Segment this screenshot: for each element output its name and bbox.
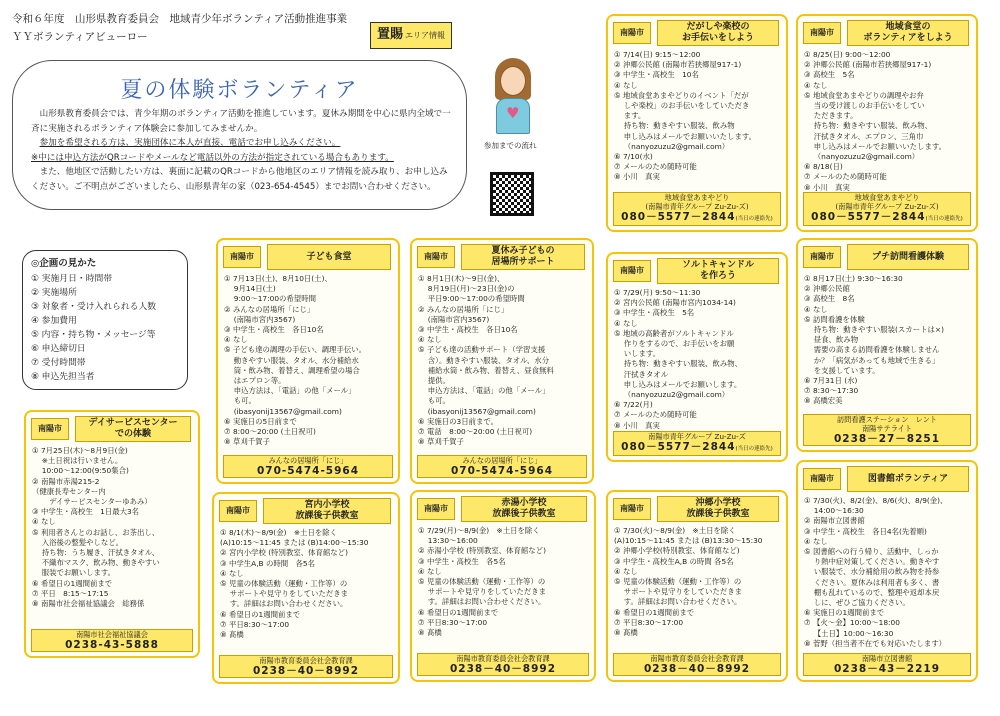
- card-title: 夏休み子どもの 居場所サポート: [461, 244, 585, 270]
- card-city: 南陽市: [803, 246, 841, 268]
- card-phone[interactable]: 070-5474-5964: [256, 465, 360, 477]
- howto-title: ◎企画の見かた: [31, 258, 97, 269]
- card-phone[interactable]: 080－5577－2844(当日の連絡先): [621, 441, 773, 453]
- area-label-box: [370, 22, 452, 49]
- heart-icon: ♥: [506, 104, 520, 122]
- activity-card-community-kitchen[interactable]: [796, 14, 978, 232]
- howto-box: [22, 250, 188, 390]
- card-phone[interactable]: 0238－40－8992: [643, 663, 751, 675]
- card-title: だがしや楽校の お手伝いをしよう: [657, 20, 779, 46]
- card-title: 図書館ボランティア: [847, 466, 969, 492]
- card-phone[interactable]: 0238－40－8992: [252, 665, 360, 677]
- area-sub-label: エリア情報: [405, 31, 446, 40]
- card-city: 南陽市: [417, 498, 455, 520]
- card-phone[interactable]: 0238－43－2219: [833, 663, 941, 675]
- activity-card-akayu-school[interactable]: [410, 490, 596, 682]
- activity-card-home-nursing[interactable]: [796, 238, 978, 452]
- howto-item: ③ 対象者・受け入れられる人数: [31, 302, 157, 312]
- howto-item: ② 実施場所: [31, 288, 77, 298]
- card-org: 南陽市教育委員会社会教育課: [456, 654, 550, 663]
- card-details: ① 7/14(日) 9:15～12:00 ② 沖郷公民館 (南陽市若狭郷屋917-1) ③ 中学生・高校生 10名 ④ なし ⑤ 地域食堂あまやどりのイベント「だが しや楽校」のお手伝いをしていただき ます。 持ち物：動きやすい服装、飲み物 申し込みはメールでお願いいたします。 （nanyozuzu2@gmail.com） ⑥ 7/10(水) ⑦ メールのため随時可能 ⑧ 小川 真実: [614, 50, 757, 182]
- card-details: ① 7/30(火)、8/2(金)、8/6(火)、8/9(金)、 14:00～16:30 ② 南陽市立図書館 ③ 中学生・高校生 各日4名(先着順) ④ なし ⑤ 図書館への行う帰り、活動中、しっか り熱中症対策してください。動きやす い服装で、水分補給用の飲み物を持参 ください。夏休みは利用者も多く、書 棚も乱れているので、整理や返却本戻 しに、ぜひご協力ください。 ⑥ 実施日の1週間前まで ⑦ 【火～金】10:00～18:00 【土日】10:00～16:30 ⑧ 菅野（担当者不在でも対応いたします）: [804, 496, 948, 648]
- howto-item: ① 実施月日・時間帯: [31, 274, 113, 284]
- intro-paragraph-1: 山形県教育委員会では、青少年期のボランティア活動を推進しています。夏休み期間を中心に県内全域で一斉に実施されるボランティア体験会に参加してみませんか。: [31, 109, 451, 134]
- card-org: 南陽市教育委員会社会教育課: [650, 654, 744, 663]
- card-contact: [223, 455, 393, 478]
- howto-item: ⑤ 内容・持ち物・メッセージ等: [31, 330, 156, 340]
- card-contact: [803, 192, 971, 226]
- activity-card-miyauchi-school[interactable]: [212, 492, 400, 684]
- card-city: 南陽市: [803, 468, 841, 490]
- card-org: 南陽市立図書館: [861, 654, 913, 663]
- card-org: 南陽市教育委員会社会教育課: [259, 656, 353, 665]
- activity-card-summer-support[interactable]: [410, 238, 594, 484]
- intro-paragraph-2: 参加を希望される方は、実施団体に本人が直接、電話でお申し込みください。: [39, 138, 341, 149]
- card-org: 南陽市青年グループ Zu-Zu-ズ: [648, 432, 746, 441]
- intro-text: [31, 107, 452, 195]
- card-contact: [219, 655, 393, 678]
- card-contact: [803, 653, 971, 676]
- activity-card-day-service[interactable]: [24, 410, 200, 658]
- card-details: ① 7/29(月)～8/9(金) ※土日を除く 13:30～16:00 ② 赤湯小学校 (特別教室、体育館など) ③ 中学生・高校生 各5名 ④ なし ⑤ 児童の体験活動（運動・工作等）の サポートや見守りをしていただきま す。詳細はお問い合わせください。 ⑥ 希望日の1週間前まで ⑦ 平日8:30～17:00 ⑧ 髙橋: [418, 526, 546, 638]
- card-contact: [417, 653, 589, 676]
- card-title: 沖郷小学校 放課後子供教室: [657, 496, 779, 522]
- card-org: みんなの居場所「にじ」: [462, 456, 542, 465]
- card-details: ① 8月1日(木)～9日(金)、 8月19日(月)～23日(金)の 平日9:00～17:00の希望時間 ② みんなの居場所「にじ」 (南陽市宮内3567) ③ 中学生・高校生 各日10名 ④ なし ⑤ 子ども達の活動サポート（学習支援 含）。動きやすい服装、タオル、水分 補給水筒・飲み物、着替え、昼食無料 提供。 申込方法は、「電話」の他「メール」 も可。 (ibasyonij13567@gmail.com) ⑥ 実施日の3日前まで。 ⑦ 電話 8:00～20:00 (土日祝可) ⑧ 草刈千賀子: [418, 274, 554, 447]
- card-org: 地域食堂あまやどり (南陽市青年グループ Zu-Zu-ズ): [645, 193, 749, 211]
- activity-card-dagashiya[interactable]: [606, 14, 788, 232]
- card-title: 赤湯小学校 放課後子供教室: [461, 496, 587, 522]
- card-details: ① 7/30(火)～8/9(金) ※土日を除く (A)10:15～11:45 または (B)13:30～15:30 ② 沖郷小学校(特別教室、体育館など) ③ 中学生・高校生A,B の時間 各5名 ④ なし ⑤ 児童の体験活動（運動・工作等）の サポートや見守りをしていただきま す。詳細はお問い合わせください。 ⑥ 希望日の1週間前まで ⑦ 平日8:30～17:00 ⑧ 髙橋: [614, 526, 763, 638]
- card-contact: [417, 455, 587, 478]
- card-phone[interactable]: 080－5577－2844(当日の連絡先): [621, 211, 773, 223]
- activity-card-library[interactable]: [796, 460, 978, 682]
- header-line-2: ＹＹボランティアビューロー: [12, 31, 148, 43]
- card-city: 南陽市: [31, 418, 69, 440]
- intro-paragraph-4: また、他地区で活動したい方は、裏面に記載のQRコードから他地区のエリア情報を読み取り、お申し込みください。ご不明点がございましたら、山形県青年の家（023-654-4545）までお問い合わせください。: [31, 167, 448, 192]
- card-city: 南陽市: [613, 260, 651, 282]
- card-title: ソルトキャンドル を作ろう: [657, 258, 779, 284]
- intro-bubble: [12, 60, 467, 210]
- card-org: みんなの居場所「にじ」: [268, 456, 348, 465]
- howto-item: ⑥ 申込締切日: [31, 344, 86, 354]
- page-title: 夏の体験ボランティア: [120, 78, 359, 103]
- card-city: 南陽市: [223, 246, 261, 268]
- card-contact: [803, 414, 971, 446]
- card-details: ① 7月13日(土)、8月10日(土)、 9月14日(土) 9:00～17:00の希望時間 ② みんなの居場所「にじ」 (南陽市宮内3567) ③ 中学生・高校生 各日10名 ④ なし ⑤ 子ども達の調理の手伝い、調理手伝い。 動きやすい服装、タオル、水分補給水 筒・飲み物、着替え、調理希望の場合 はエプロン等。 申込方法は、「電話」の他「メール」 も可。 (ibasyonij13567@gmail.com) ⑥ 実施日の5日前まで ⑦ 8:00～20:00 (土日祝可) ⑧ 草刈千賀子: [224, 274, 367, 447]
- card-phone[interactable]: 0238-43-5888: [65, 639, 159, 651]
- card-city: 南陽市: [613, 498, 651, 520]
- card-org: 訪問看護ステーション レント 南陽サテライト: [836, 415, 937, 433]
- card-title: プチ訪問看護体験: [847, 244, 969, 270]
- card-contact: [613, 431, 781, 456]
- card-city: 南陽市: [803, 22, 841, 44]
- volunteer-illustration: [488, 58, 538, 138]
- card-org: 地域食堂あまやどり (南陽市青年グループ Zu-Zu-ズ): [835, 193, 939, 211]
- card-contact: [613, 192, 781, 226]
- activity-card-kids-cafeteria[interactable]: [216, 238, 400, 484]
- card-phone[interactable]: 0238－40－8992: [449, 663, 557, 675]
- card-details: ① 7/29(月) 9:50～11:30 ② 宮内公民館 (南陽市宮内1034-14) ③ 中学生・高校生 5名 ④ なし ⑤ 地域の高齢者がソルトキャンドル 作りをするので、お手伝いをお願 いします。 持ち物：動きやすい服装、飲み物、 汗拭きタオル 申し込みはメールでお願いします。 （nanyozuzu2@gmail.com） ⑥ 7/22(月) ⑦ メールのため随時可能 ⑧ 小川 真実: [614, 288, 742, 430]
- card-title: 宮内小学校 放課後子供教室: [263, 498, 391, 524]
- card-details: ① 7月25日(木)～8月9日(金) ※土日祝は行いません。 10:00～12:00(9:50集合) ② 南陽市赤湯215-2 （健康長寿センター内 デイサービスセンターゆあみ） ③ 中学生・高校生 1日最大3名 ④ なし ⑤ 利用者さんとのお話し、お茶出し、 入浴後の整髪やしなど。 持ち物：うち履き、汗拭きタオル、 不織布マスク、飲み物、動きやすい 服装でお願いします。 ⑥ 希望日の1週間前まで ⑦ 平日 8:15～17:15 ⑧ 南陽市社会福祉協議会 総務係: [32, 446, 160, 609]
- card-details: ① 8/1(木)～8/9(金) ※土日を除く (A)10:15～11:45 または (B)14:00～15:30 ② 宮内小学校 (特別教室、体育館など) ③ 中学生A,B の時間 各5名 ④ なし ⑤ 児童の体験活動（運動・工作等）の サポートや見守りをしていただきま す。詳細はお問い合わせください。 ⑥ 希望日の1週間前まで ⑦ 平日8:30～17:00 ⑧ 髙橋: [220, 528, 369, 640]
- area-label: 置賜: [377, 27, 404, 42]
- card-details: ① 8/25(日) 9:00～12:00 ② 沖郷公民館 (南陽市若狭郷屋917-1) ③ 高校生 5名 ④ なし ⑤ 地域食堂あまやどりの調理やお弁 当の受け渡しのお手伝いをしてい ただきます。 持ち物：動きやすい服装、飲み物、 汗拭きタオル、エプロン、三角巾 申し込みはメールでお願いいたします。 （nanyozuzu2@gmail.com） ⑥ 8/18(日) ⑦ メールのため随時可能 ⑧ 小川 真実: [804, 50, 947, 192]
- card-contact: [31, 629, 193, 652]
- qr-code[interactable]: [490, 172, 534, 216]
- header-line-1: 令和６年度 山形県教育委員会 地域青少年ボランティア活動推進事業: [12, 13, 348, 25]
- activity-card-okigo-school[interactable]: [606, 490, 788, 682]
- howto-item: ④ 参加費用: [31, 316, 77, 326]
- card-org: 南陽市社会福祉協議会: [76, 630, 148, 639]
- card-contact: [613, 653, 781, 676]
- card-title: デイサービスセンター での体験: [75, 416, 191, 442]
- card-phone[interactable]: 080－5577－2844(当日の連絡先): [811, 211, 963, 223]
- card-phone[interactable]: 0238－27－8251: [833, 433, 941, 445]
- card-title: 子ども食堂: [267, 244, 391, 270]
- card-city: 南陽市: [613, 22, 651, 44]
- flow-label: 参加までの流れ: [484, 141, 537, 150]
- activity-card-salt-candle[interactable]: [606, 252, 788, 462]
- card-details: ① 8月17日(土) 9:30～16:30 ② 沖郷公民館 ③ 高校生 8名 ④ なし ⑤ 訪問看護を体験 持ち物：動きやすい服装(スカートは×) 昼食、飲み物 需要の高まる訪問看護を体験しません か？「病気があっても地域で生きる」 を支援しています。 ⑥ 7月31日 (水) ⑦ 8:30～17:30 ⑧ 高橋宏美: [804, 274, 944, 406]
- howto-item: ⑧ 申込先担当者: [31, 372, 95, 382]
- card-city: 南陽市: [417, 246, 455, 268]
- intro-paragraph-3: ※中には申込方法がQRコードやメールなど電話以外の方法が指定されている場合もあります。: [31, 152, 394, 163]
- card-phone[interactable]: 070-5474-5964: [450, 465, 554, 477]
- card-title: 地域食堂の ボランティアをしよう: [847, 20, 969, 46]
- card-city: 南陽市: [219, 500, 257, 522]
- howto-item: ⑦ 受付時間帯: [31, 358, 86, 368]
